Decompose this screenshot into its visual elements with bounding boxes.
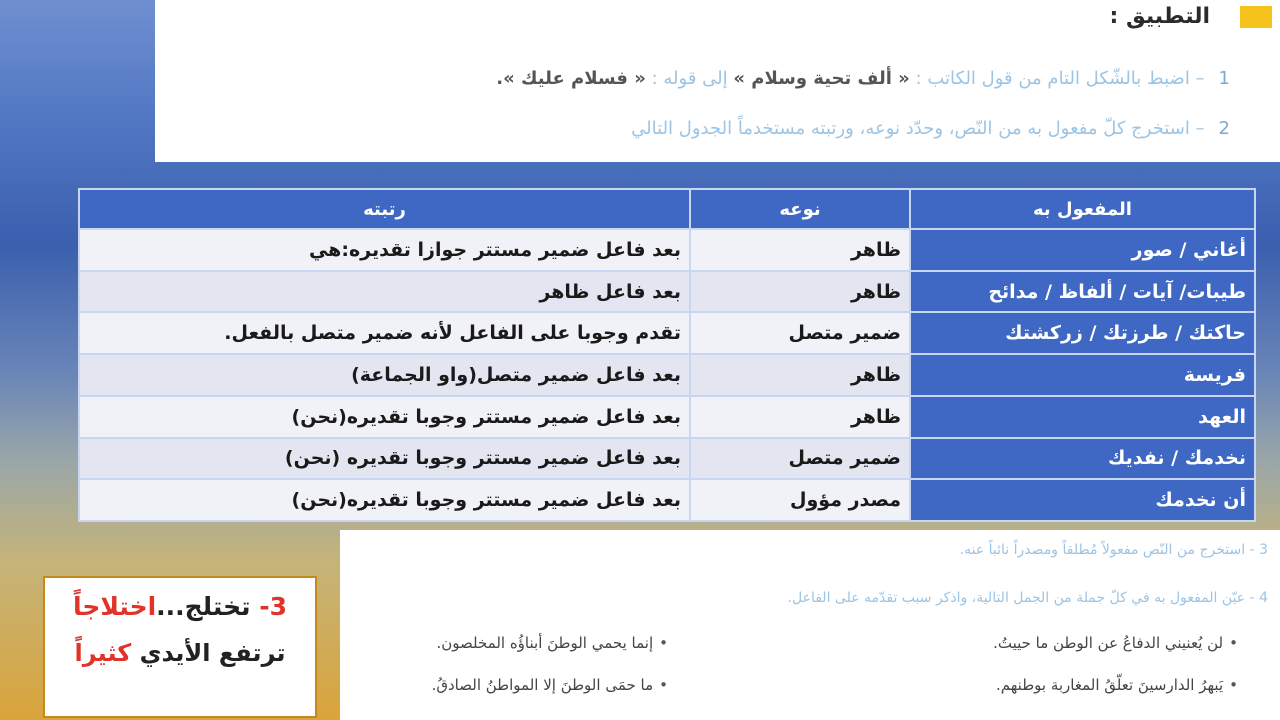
instruction-2-number: 2	[1218, 118, 1230, 139]
object-table	[78, 188, 1256, 522]
cell-type: ظاهر	[690, 229, 910, 271]
cell-object: نخدمك / نفديك	[910, 438, 1255, 480]
instruction-1-middle: إلى قوله :	[651, 68, 728, 89]
bullet-icon: •	[659, 634, 668, 652]
sentence-text: ما حمَى الوطنَ إلا المواطنُ الصادقُ.	[431, 676, 654, 694]
table-row	[79, 438, 1255, 480]
table-header-row	[79, 189, 1255, 229]
cell-object: طيبات/ آيات / ألفاظ / مدائح	[910, 271, 1255, 313]
cell-type: ظاهر	[690, 396, 910, 438]
instruction-1-quote-end: « فسلام عليك ».	[496, 68, 646, 89]
callout-word-answer: اختلاجاً	[72, 592, 157, 621]
sentence-text: يَبهرُ الدارسينَ تعلّقُ المغاربة بوطنهم.	[996, 676, 1224, 694]
instruction-2	[631, 118, 1230, 139]
callout-word: تختلج...	[156, 592, 251, 621]
cell-rank: بعد فاعل ضمير مستتر وجوبا تقديره (نحن)	[79, 438, 690, 480]
cell-object: حاكتك / طرزتك / زركشتك	[910, 312, 1255, 354]
sentence-item	[996, 676, 1238, 694]
table-row	[79, 312, 1255, 354]
cell-object: أن نخدمك	[910, 479, 1255, 521]
table-row	[79, 396, 1255, 438]
callout-phrase: ترتفع الأيدي	[139, 639, 286, 667]
header-rank: رتبته	[79, 189, 690, 229]
table-row	[79, 271, 1255, 313]
instruction-1-number: 1	[1218, 68, 1230, 89]
cell-rank: بعد فاعل ظاهر	[79, 271, 690, 313]
sentence-text: إنما يحمي الوطنَ أبناؤُه المخلصون.	[436, 634, 654, 652]
instruction-2-text: – استخرج كلّ مفعول به من النّص، وحدّد نوعه، ورتبته مستخدماً الجدول التالي	[631, 118, 1205, 139]
cell-rank: بعد فاعل ضمير مستتر جوازا تقديره:هي	[79, 229, 690, 271]
cell-rank: بعد فاعل ضمير متصل(واو الجماعة)	[79, 354, 690, 396]
heading-marker	[1240, 6, 1272, 28]
sentence-text: لن يُعنيني الدفاعُ عن الوطن ما حييتُ.	[993, 634, 1224, 652]
cell-rank: تقدم وجوبا على الفاعل لأنه ضمير متصل بالفعل.	[79, 312, 690, 354]
exercises-panel	[340, 530, 1280, 720]
exercise-4: 4 - عيّن المفعول به في كلّ جملة من الجمل التالية، واذكر سبب تقدّمه على الفاعل.	[787, 590, 1268, 606]
cell-rank: بعد فاعل ضمير مستتر وجوبا تقديره(نحن)	[79, 396, 690, 438]
bullet-icon: •	[1229, 634, 1238, 652]
callout-number: 3-	[259, 592, 288, 621]
instruction-1-text: – اضبط بالشّكل التام من قول الكاتب :	[915, 68, 1205, 89]
cell-object: أغاني / صور	[910, 229, 1255, 271]
header-object: المفعول به	[910, 189, 1255, 229]
exercise-3: 3 - استخرج من النّص مفعولاً مُطلقاً ومصدراً نائباً عنه.	[959, 542, 1268, 558]
callout-phrase-answer: كثيراً	[74, 639, 132, 667]
instruction-1-quote-start: « ألف تحية وسلام »	[733, 68, 910, 89]
sentence-item	[432, 676, 668, 694]
cell-object: العهد	[910, 396, 1255, 438]
application-heading: التطبيق :	[1109, 4, 1210, 29]
bullet-icon: •	[1229, 676, 1238, 694]
cell-type: مصدر مؤول	[690, 479, 910, 521]
sentence-item	[436, 634, 668, 652]
sentence-item	[993, 634, 1238, 652]
cell-type: ظاهر	[690, 354, 910, 396]
cell-type: ضمير متصل	[690, 438, 910, 480]
table-row	[79, 354, 1255, 396]
answer-callout	[43, 576, 317, 718]
application-panel	[155, 0, 1280, 162]
bullet-icon: •	[659, 676, 668, 694]
callout-line-1	[45, 592, 315, 621]
cell-type: ضمير متصل	[690, 312, 910, 354]
header-type: نوعه	[690, 189, 910, 229]
cell-type: ظاهر	[690, 271, 910, 313]
callout-line-2	[45, 639, 315, 667]
table-row	[79, 229, 1255, 271]
table-row	[79, 479, 1255, 521]
cell-rank: بعد فاعل ضمير مستتر وجوبا تقديره(نحن)	[79, 479, 690, 521]
cell-object: فريسة	[910, 354, 1255, 396]
instruction-1	[496, 68, 1230, 89]
